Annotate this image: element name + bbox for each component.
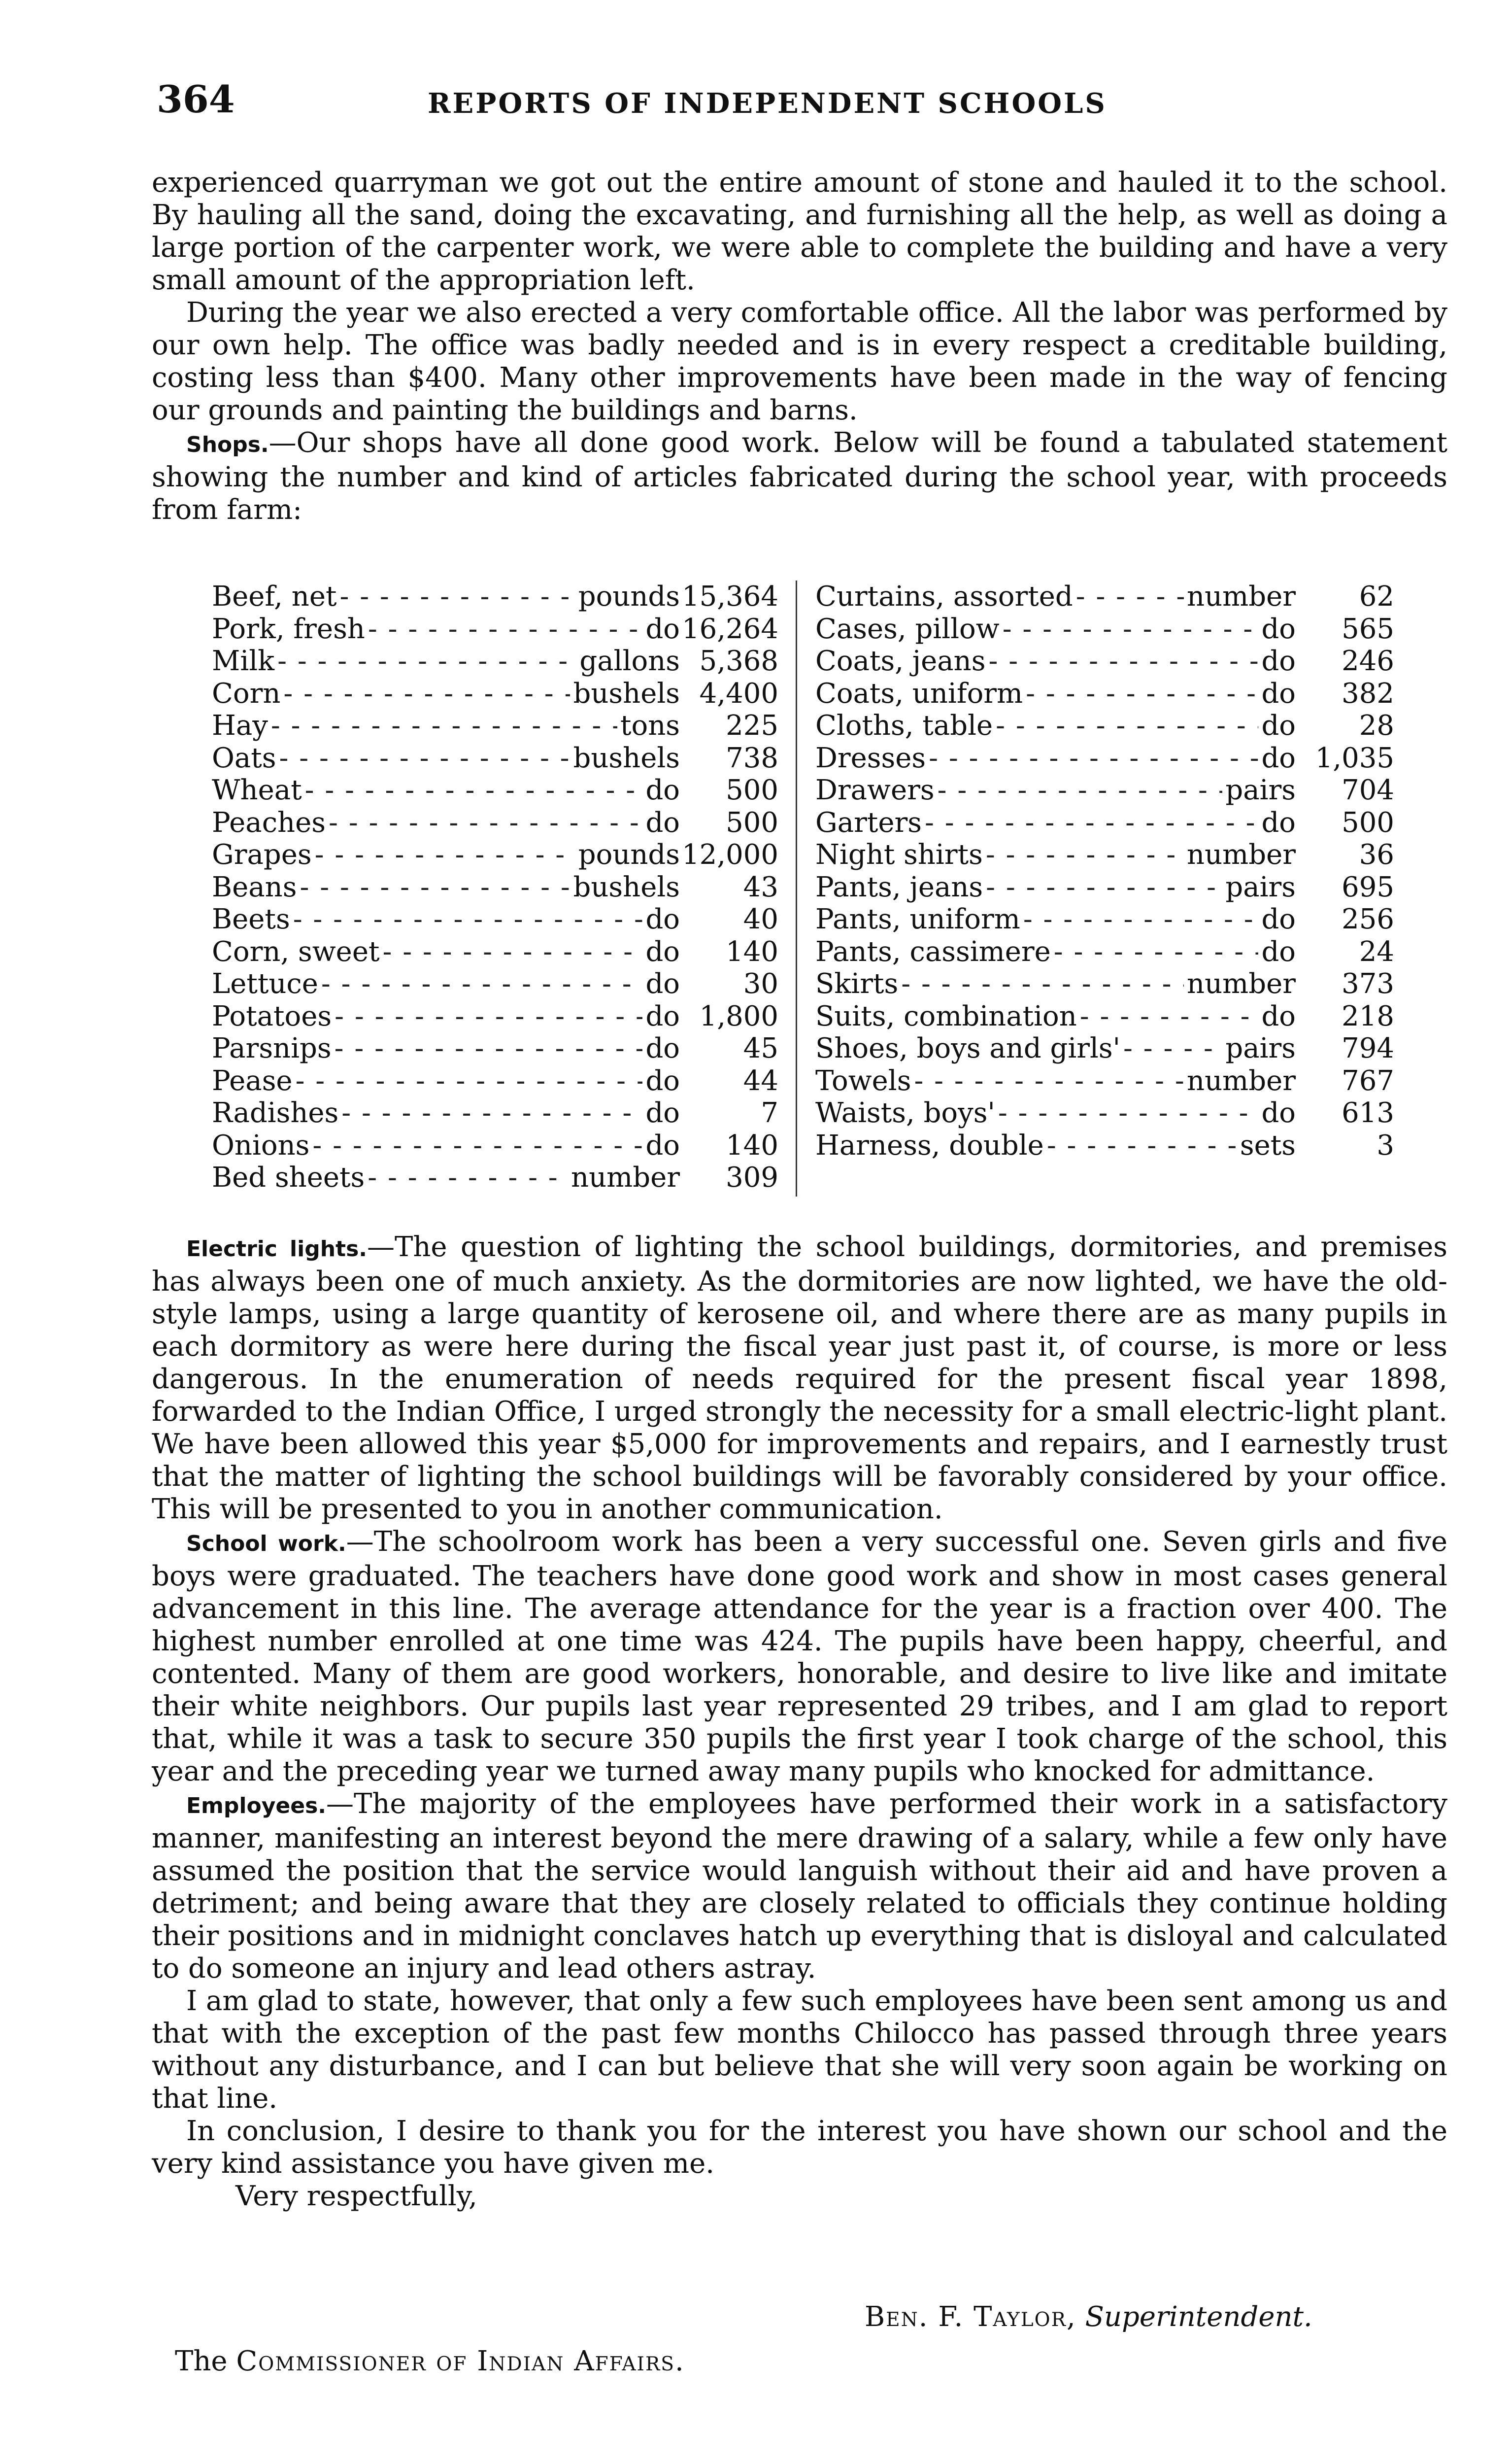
table-row <box>815 1097 1394 1129</box>
table-row <box>212 710 778 742</box>
leader-dots <box>1076 581 1184 613</box>
table-row <box>815 774 1394 807</box>
table-item-name: Coats, jeans <box>815 645 986 677</box>
table-unit: do <box>645 1032 680 1064</box>
table-row <box>815 678 1394 710</box>
leader-dots <box>986 839 1184 871</box>
table-quantity: 140 <box>726 935 778 968</box>
table-row <box>815 742 1394 775</box>
table-unit: bushels <box>573 871 680 903</box>
table-row <box>212 581 778 613</box>
table-unit: pounds <box>578 839 680 871</box>
table-unit: number <box>1187 968 1296 1000</box>
table-unit: do <box>645 968 680 1000</box>
table-row <box>815 871 1394 904</box>
table-unit: do <box>1261 710 1296 742</box>
table-row <box>212 742 778 775</box>
table-item-name: Beets <box>212 903 290 935</box>
signature-name: Ben. F. Taylor, <box>865 2301 1076 2333</box>
leader-dots <box>929 742 1258 775</box>
table-row <box>815 613 1394 646</box>
signature <box>865 2300 1312 2334</box>
electric-heading: Electric lights. <box>186 1236 367 1262</box>
leader-dots <box>296 1065 643 1097</box>
leader-dots <box>986 871 1222 904</box>
running-title: REPORTS OF INDEPENDENT SCHOOLS <box>428 87 1107 120</box>
table-item-name: Drawers <box>815 774 935 806</box>
leader-dots <box>312 1129 642 1162</box>
table-quantity: 695 <box>1342 871 1394 903</box>
table-quantity: 30 <box>743 968 778 1000</box>
leader-dots <box>321 968 643 1000</box>
employees-paragraph-2: I am glad to state, however, that only a few such employees have been sent among us and that with the exception of the past few months Chilocco has passed through three years without any disturbance, and I can but believe that she will very soon again be working on that line. <box>152 1985 1447 2115</box>
table-item-name: Night shirts <box>815 839 983 871</box>
table-unit: do <box>1261 1000 1296 1032</box>
table-row <box>212 1065 778 1097</box>
table-row <box>815 645 1394 678</box>
table-item-name: Pants, cassimere <box>815 935 1051 968</box>
table-unit: number <box>1187 581 1296 613</box>
employees-heading: Employees. <box>186 1793 326 1818</box>
table-item-name: Skirts <box>815 968 899 1000</box>
table-row <box>815 839 1394 871</box>
table-quantity: 767 <box>1342 1064 1394 1097</box>
electric-text: —The question of lighting the school buildings, dormitories, and premises has always been one of much anxiety. As the dormitories are now lighted, we have the old-style lamps, using a large quantity of kerosene oil, and where there are as many pupils in each dormitory as were here during the fiscal year just past it, of course, is more or less dangerous. In the enumeration of needs required for the present fiscal year 1898, forwarded to the Indian Office, I urged strongly the necessity for a small electric-light plant. We have been allowed this year $5,000 for improvements and repairs, and I earnestly trust that the matter of lighting the school buildings will be favorably considered by your office. This will be presented to you in another communication. <box>152 1231 1448 1525</box>
table-quantity: 382 <box>1342 677 1394 710</box>
table-row <box>815 1032 1394 1065</box>
table-unit: do <box>645 1097 680 1129</box>
table-quantity: 24 <box>1359 935 1394 968</box>
table-unit: do <box>645 1000 680 1032</box>
table-quantity: 246 <box>1342 645 1394 677</box>
table-row <box>212 678 778 710</box>
table-item-name: Onions <box>212 1129 310 1162</box>
table-quantity: 225 <box>726 710 778 742</box>
table-row <box>212 903 778 936</box>
table-item-name: Grapes <box>212 839 312 871</box>
table-unit: bushels <box>573 677 680 710</box>
table-row <box>212 613 778 646</box>
leader-dots <box>368 613 643 646</box>
table-unit: number <box>1187 1064 1296 1097</box>
leader-dots <box>293 903 643 936</box>
leader-dots <box>271 710 617 742</box>
table-item-name: Curtains, assorted <box>815 581 1073 613</box>
table-quantity: 373 <box>1342 968 1394 1000</box>
table-unit: do <box>645 935 680 968</box>
table-quantity: 28 <box>1359 710 1394 742</box>
leader-dots <box>341 1097 642 1129</box>
table-unit: do <box>1261 645 1296 677</box>
leader-dots <box>1054 936 1259 968</box>
table-quantity: 1,800 <box>699 1000 778 1032</box>
leader-dots <box>925 807 1258 839</box>
table-quantity: 140 <box>726 1129 778 1162</box>
leader-dots <box>901 968 1184 1000</box>
table-quantity: 738 <box>726 742 778 774</box>
intro-paragraph-1: experienced quarryman we got out the entire amount of stone and hauled it to the school. By hauling all the sand, doing the excavating, and furnishing all the help, as well as doing a large portion of the carpenter work, we were able to complete the building and have a very small amount of the appropriation left. <box>152 167 1447 296</box>
table-item-name: Cloths, table <box>815 710 993 742</box>
table-item-name: Shoes, boys and girls' <box>815 1032 1121 1064</box>
table-item-name: Pork, fresh <box>212 613 365 645</box>
table-quantity: 40 <box>743 903 778 935</box>
table-item-name: Corn <box>212 677 281 710</box>
conclusion-paragraph: In conclusion, I desire to thank you for the interest you have shown our school and the very kind assistance you have given me. <box>152 2115 1447 2180</box>
leader-dots <box>368 1162 568 1194</box>
salutation: Very respectfully, <box>235 2180 477 2212</box>
table-row <box>212 1162 778 1194</box>
table-item-name: Wheat <box>212 774 302 806</box>
table-unit: do <box>1261 935 1296 968</box>
signature-title: Superintendent. <box>1085 2301 1312 2333</box>
electric-paragraph <box>152 1231 1447 1526</box>
table-unit: number <box>1187 839 1296 871</box>
table-item-name: Beans <box>212 871 297 903</box>
table-unit: bushels <box>573 742 680 774</box>
table-quantity: 500 <box>726 774 778 806</box>
table-item-name: Oats <box>212 742 276 774</box>
table-quantity: 15,364 <box>682 581 778 613</box>
table-item-name: Cases, pillow <box>815 613 1000 645</box>
table-quantity: 794 <box>1342 1032 1394 1064</box>
table-row <box>815 903 1394 936</box>
leader-dots <box>277 645 576 678</box>
table-item-name: Garters <box>815 806 922 839</box>
table-item-name: Harness, double <box>815 1129 1044 1162</box>
table-unit: do <box>1261 742 1296 774</box>
school-work-text: —The schoolroom work has been a very successful one. Seven girls and five boys were graduated. The teachers have done good work and show in most cases general advancement in this line. The average attendance for the year is a fraction over 400. The highest number enrolled at one time was 424. The pupils have been happy, cheerful, and contented. Many of them are good workers, honorable, and desire to live like and imitate their white neighbors. Our pupils last year represented 29 tribes, and I am glad to report that, while it was a task to secure 350 pupils the first year I took charge of the school, this year and the preceding year we turned away many pupils who knocked for admittance. <box>152 1526 1447 1787</box>
table-quantity: 4,400 <box>699 677 778 710</box>
articles-table <box>212 581 1394 1201</box>
table-row <box>212 1097 778 1129</box>
employees-paragraph <box>152 1788 1447 1985</box>
leader-dots <box>938 774 1223 807</box>
table-item-name: Beef, net <box>212 581 337 613</box>
table-quantity: 309 <box>726 1162 778 1194</box>
table-unit: do <box>1261 613 1296 645</box>
leader-dots <box>305 774 643 807</box>
shops-text: —Our shops have all done good work. Below will be found a tabulated statement showing the number and kind of articles fabricated during the school year, with proceeds from farm: <box>152 427 1447 526</box>
leader-dots <box>1123 1032 1222 1065</box>
school-work-paragraph <box>152 1526 1447 1788</box>
leader-dots <box>339 581 575 613</box>
table-item-name: Pants, jeans <box>815 871 983 903</box>
shops-paragraph <box>152 427 1447 526</box>
table-item-name: Waists, boys' <box>815 1097 995 1129</box>
leader-dots <box>1003 613 1259 646</box>
leader-dots <box>1080 1000 1259 1033</box>
table-quantity: 3 <box>1376 1129 1394 1162</box>
table-item-name: Pants, uniform <box>815 903 1020 935</box>
table-unit: do <box>645 806 680 839</box>
table-row <box>815 1000 1394 1033</box>
table-quantity: 613 <box>1342 1097 1394 1129</box>
table-row <box>212 645 778 678</box>
table-row <box>815 581 1394 613</box>
table-right-column <box>815 581 1394 1162</box>
table-left-column <box>212 581 778 1194</box>
table-item-name: Parsnips <box>212 1032 332 1064</box>
leader-dots <box>382 936 642 968</box>
table-item-name: Dresses <box>815 742 926 774</box>
leader-dots <box>315 839 575 871</box>
leader-dots <box>300 871 570 904</box>
table-unit: do <box>645 774 680 806</box>
table-unit: sets <box>1240 1129 1296 1162</box>
table-unit: do <box>1261 677 1296 710</box>
table-quantity: 704 <box>1342 774 1394 806</box>
addressee <box>175 2344 685 2379</box>
leader-dots <box>1026 678 1258 710</box>
table-item-name: Coats, uniform <box>815 677 1023 710</box>
table-item-name: Milk <box>212 645 275 677</box>
table-row <box>212 807 778 839</box>
leader-dots <box>989 645 1259 678</box>
table-unit: pounds <box>578 581 680 613</box>
leader-dots <box>335 1032 643 1065</box>
table-unit: number <box>571 1162 680 1194</box>
table-quantity: 43 <box>743 871 778 903</box>
table-unit: do <box>1261 806 1296 839</box>
column-divider <box>796 581 797 1197</box>
table-unit: do <box>1261 1097 1296 1129</box>
table-quantity: 500 <box>1342 806 1394 839</box>
leader-dots <box>996 710 1258 742</box>
addressee-name: Commissioner of Indian Affairs. <box>236 2345 685 2377</box>
table-quantity: 44 <box>743 1064 778 1097</box>
leader-dots <box>329 807 642 839</box>
table-row <box>815 710 1394 742</box>
table-quantity: 218 <box>1342 1000 1394 1032</box>
table-unit: tons <box>620 710 680 742</box>
table-quantity: 16,264 <box>682 613 778 645</box>
leader-dots <box>279 742 570 775</box>
leader-dots <box>283 678 570 710</box>
leader-dots <box>335 1000 642 1033</box>
table-unit: do <box>645 1129 680 1162</box>
page-number: 364 <box>157 77 235 121</box>
table-quantity: 1,035 <box>1315 742 1394 774</box>
table-row <box>212 1000 778 1033</box>
table-item-name: Lettuce <box>212 968 318 1000</box>
table-item-name: Radishes <box>212 1097 339 1129</box>
table-row <box>212 1032 778 1065</box>
table-item-name: Towels <box>815 1064 911 1097</box>
table-quantity: 256 <box>1342 903 1394 935</box>
intro-text <box>152 167 1447 526</box>
table-unit: do <box>645 613 680 645</box>
table-unit: do <box>645 1064 680 1097</box>
leader-dots <box>914 1065 1184 1097</box>
shops-heading: Shops. <box>186 432 269 457</box>
table-item-name: Corn, sweet <box>212 935 380 968</box>
leader-dots <box>998 1097 1259 1129</box>
table-item-name: Potatoes <box>212 1000 332 1032</box>
intro-paragraph-2: During the year we also erected a very comfortable office. All the labor was performed by our own help. The office was badly needed and is in every respect a creditable building, costing less than $400. Many other improvements have been made in the way of fencing our grounds and painting the buildings and barns. <box>152 297 1447 426</box>
table-row <box>212 871 778 904</box>
table-row <box>815 807 1394 839</box>
table-row <box>212 968 778 1000</box>
table-quantity: 45 <box>743 1032 778 1064</box>
addressee-prefix: The <box>175 2345 228 2377</box>
table-unit: gallons <box>579 645 680 677</box>
table-item-name: Peaches <box>212 806 326 839</box>
table-quantity: 500 <box>726 806 778 839</box>
body-text <box>152 1231 1447 2213</box>
table-row <box>212 839 778 871</box>
table-row <box>212 774 778 807</box>
table-unit: do <box>1261 903 1296 935</box>
table-unit: pairs <box>1225 774 1296 806</box>
table-quantity: 565 <box>1342 613 1394 645</box>
table-quantity: 12,000 <box>682 839 778 871</box>
table-row <box>815 1129 1394 1162</box>
table-quantity: 5,368 <box>699 645 778 677</box>
table-item-name: Bed sheets <box>212 1162 365 1194</box>
table-unit: do <box>645 903 680 935</box>
table-item-name: Pease <box>212 1064 293 1097</box>
table-quantity: 36 <box>1359 839 1394 871</box>
page-header <box>157 75 1447 129</box>
table-unit: pairs <box>1225 871 1296 903</box>
table-quantity: 7 <box>761 1097 778 1129</box>
employees-text: —The majority of the employees have performed their work in a satisfactory manner, manifesting an interest beyond the mere drawing of a salary, while a few only have assumed the position that the service would languish without their aid and have proven a detriment; and being aware that they are closely related to officials they continue holding their positions and in midnight conclaves hatch up everything that is disloyal and calculated to do someone an injury and lead others astray. <box>152 1788 1447 1985</box>
table-unit: pairs <box>1225 1032 1296 1064</box>
table-item-name: Hay <box>212 710 268 742</box>
table-row <box>815 936 1394 968</box>
table-item-name: Suits, combination <box>815 1000 1077 1032</box>
table-row <box>815 1065 1394 1097</box>
school-work-heading: School work. <box>186 1531 346 1556</box>
table-quantity: 62 <box>1359 581 1394 613</box>
leader-dots <box>1047 1129 1237 1162</box>
leader-dots <box>1023 903 1259 936</box>
table-row <box>815 968 1394 1000</box>
table-row <box>212 1129 778 1162</box>
table-row <box>212 936 778 968</box>
